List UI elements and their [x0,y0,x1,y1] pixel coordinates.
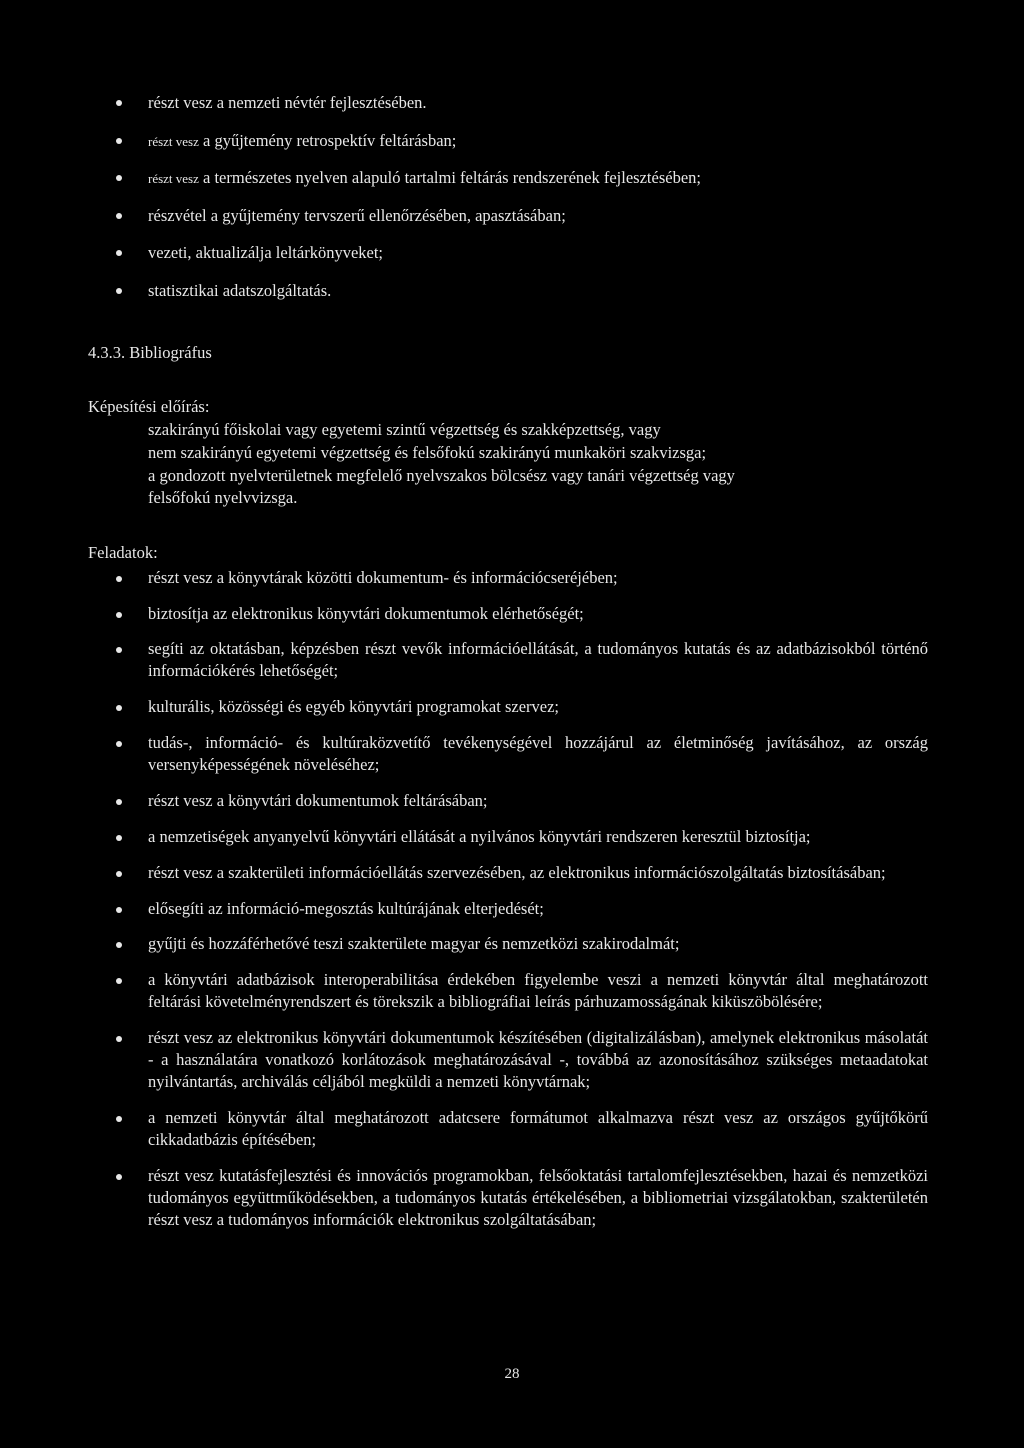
list-item: a nemzetiségek anyanyelvű könyvtári ellátását a nyilvános könyvtári rendszeren keresztül biztosítja; [148,826,928,848]
list-item: részt vesz a természetes nyelven alapuló tartalmi feltárás rendszerének fejlesztésében; [148,167,938,205]
list-item: részt vesz a könyvtárak közötti dokumentum- és információcseréjében; [148,567,928,589]
qualification-label: Képesítési előírás: [88,397,210,416]
page-number: 28 [504,1366,520,1382]
list-item: részt vesz az elektronikus könyvtári dokumentumok készítésében (digitalizálásban), amelynek elektronikus másolatát - a használatára vonatkozó korlátozások meghatározásával -, továbbá az azonosításához szükséges metaadatokat nyilvántartás, archiválás céljából megküldi a nemzeti könyvtárnak; [148,1028,928,1091]
list-item: részt vesz a szakterületi információellátás szervezésében, az elektronikus információszolgáltatás biztosításában; [148,862,928,884]
qualification-line: nem szakirányú egyetemi végzettség és felsőfokú szakirányú munkaköri szakvizsga; [148,442,707,462]
tasks-label: Feladatok: [88,543,158,562]
list-item: gyűjti és hozzáférhetővé teszi szakterülete magyar és nemzetközi szakirodalmát; [148,933,928,955]
list-item: vezeti, aktualizálja leltárkönyveket; [148,242,938,280]
top-bullet-list [148,92,938,318]
list-item: részt vesz a gyűjtemény retrospektív feltárásban; [148,130,938,168]
qualification-line: felsőfokú nyelvvizsga. [148,488,298,508]
list-item: részvétel a gyűjtemény tervszerű ellenőrzésében, apasztásában; [148,205,938,243]
qualification-line: szakirányú főiskolai vagy egyetemi szintű végzettség és szakképzettség, vagy [148,420,661,439]
list-item: tudás-, információ- és kultúraközvetítő tevékenységével hozzájárul az életminőség javításához, az ország versenyképességének növeléséhez; [148,733,928,774]
list-item: részt vesz a nemzeti névtér fejlesztésében. [148,92,938,130]
tasks-bullet-list [148,567,928,1231]
qualification-text [148,419,938,510]
list-item: elősegíti az információ-megosztás kultúrájának elterjedését; [148,898,928,920]
list-item: segíti az oktatásban, képzésben részt vevők információellátását, a tudományos kutatás és az adatbázisokból történő információkérés lehetőségét; [148,639,928,680]
list-item: biztosítja az elektronikus könyvtári dokumentumok elérhetőségét; [148,603,928,625]
list-item: statisztikai adatszolgáltatás. [148,280,938,318]
qualification-line: a gondozott nyelvterületnek megfelelő nyelvszakos bölcsész vagy tanári végzettség vagy [148,465,735,485]
section-heading: 4.3.3. Bibliográfus [88,343,212,362]
list-item: a könyvtári adatbázisok interoperabilitása érdekében figyelembe veszi a nemzeti könyvtár által meghatározott feltárási követelményrendszert és törekszik a bibliográfiai leírás párhuzamosságának kiküszöbölésére; [148,970,928,1011]
list-item: részt vesz kutatásfejlesztési és innovációs programokban, felsőoktatási tartalomfejlesztésekben, hazai és nemzetközi tudományos együttműködésekben, a tudományos kutatás értékelésében, a bibliometriai vizsgálatokban, szakterületén részt vesz a tudományos információk elektronikus szolgáltatásában; [148,1166,928,1229]
list-item: a nemzeti könyvtár által meghatározott adatcsere formátumot alkalmazva részt vesz az országos gyűjtőkörű cikkadatbázis építésében; [148,1108,928,1149]
list-item: részt vesz a könyvtári dokumentumok feltárásában; [148,790,928,812]
list-item: kulturális, közösségi és egyéb könyvtári programokat szervez; [148,696,928,718]
